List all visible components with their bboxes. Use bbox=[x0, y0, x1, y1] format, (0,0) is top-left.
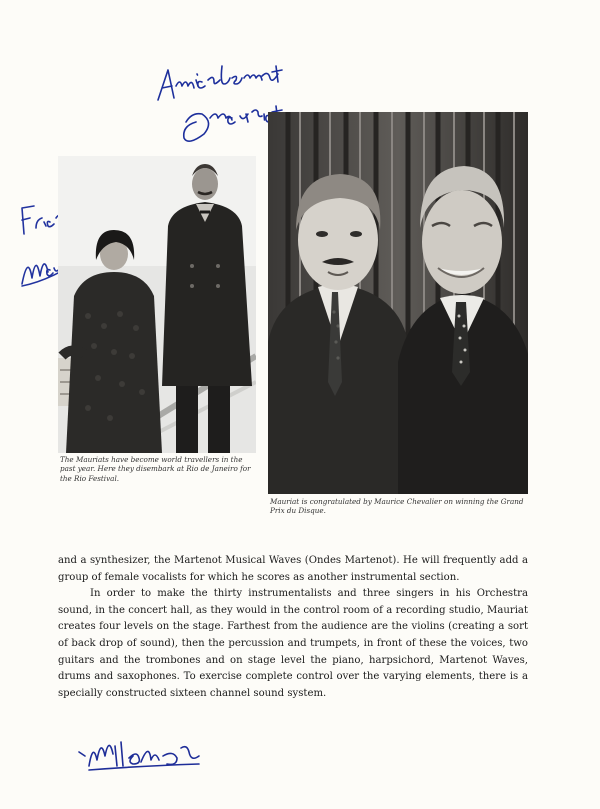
caption-right-photo: Mauriat is congratulated by Maurice Chevalier on winning the Grand Prix du Disque. bbox=[270, 497, 524, 516]
caption-left-photo: The Mauriats have become world travellers in the past year. Here they disembark at Rio de Janeiro for the Rio Festival. bbox=[60, 455, 251, 483]
photo-mauriat-chevalier bbox=[268, 112, 528, 494]
autograph-bottom bbox=[75, 732, 205, 777]
paragraph-2: In order to make the thirty instrumentalists and three singers in his Orchestra sound, in the concert hall, as they would in the control room of a recording studio, Mauriat creates four levels on the stage. Farthest from the audience are the violins (creating a sort of back drop of sound), then the percussion and trumpets, in front of these the voices, two guitars and the trombones and on stage level the piano, harpsichord, Martenot Waves, drums and saxophones. To exercise complete control over the varying elements, there is a specially constructed sixteen channel sound system. bbox=[58, 588, 528, 699]
photo-mauriats-disembarking bbox=[58, 156, 256, 453]
article-body bbox=[58, 553, 528, 702]
paragraph-1: and a synthesizer, the Martenot Musical Waves (Ondes Martenot). He will frequently add a group of female vocalists for which he scores as another instrumental section. bbox=[58, 555, 528, 583]
